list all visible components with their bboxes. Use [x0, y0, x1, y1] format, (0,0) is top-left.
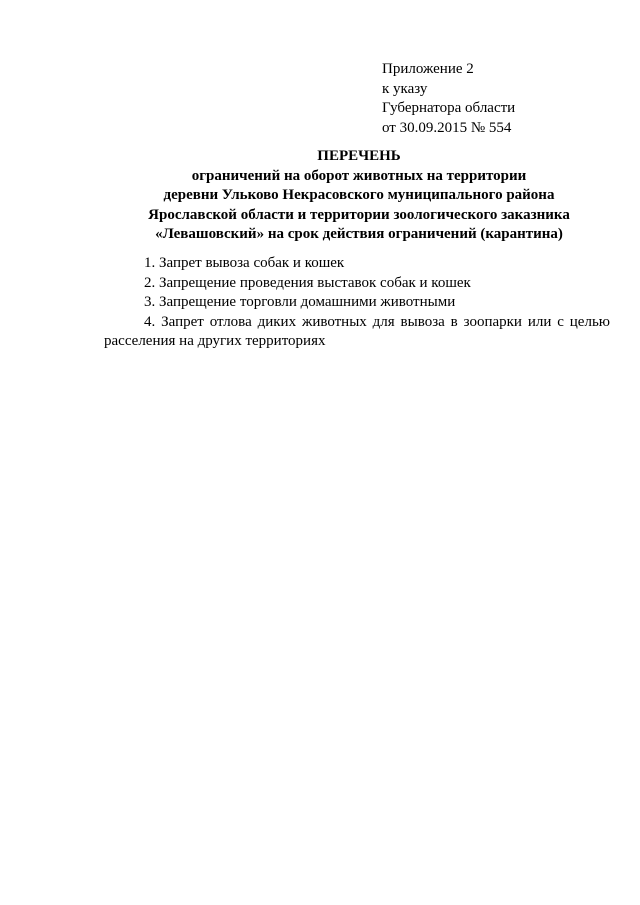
appendix-block	[382, 60, 515, 138]
heading-line-3: Ярославской области и территории зоологического заказника	[148, 206, 570, 223]
list-item: 2. Запрещение проведения выставок собак и кошек	[144, 274, 471, 291]
list-item: 4. Запрет отлова диких животных для вывоза в зоопарки или с целью расселения на других территориях	[104, 313, 610, 349]
heading-title: ПЕРЕЧЕНЬ	[317, 148, 401, 164]
list-item: 3. Запрещение торговли домашними животными	[144, 294, 456, 310]
list-item: 1. Запрет вывоза собак и кошек	[144, 255, 345, 271]
restrictions-list	[104, 254, 610, 352]
heading-line-2: деревни Ульково Некрасовского муниципального района	[163, 187, 555, 203]
document-heading	[100, 147, 618, 245]
heading-line-4: «Левашовский» на срок действия ограничений (карантина)	[155, 226, 563, 242]
heading-line-1: ограничений на оборот животных на территории	[191, 167, 527, 184]
appendix-line-2: к указу	[382, 80, 428, 97]
appendix-line-1: Приложение 2	[382, 61, 474, 77]
appendix-line-3: Губернатора области	[382, 100, 516, 116]
appendix-line-4: от 30.09.2015 № 554	[382, 119, 512, 136]
